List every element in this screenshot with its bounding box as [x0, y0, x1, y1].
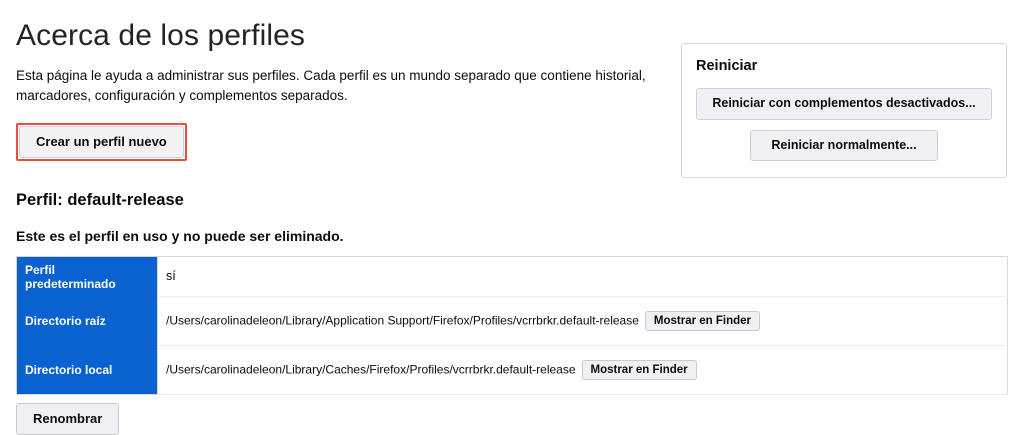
restart-panel — [681, 43, 1007, 178]
restart-normally-button[interactable]: Reiniciar normalmente... — [750, 130, 938, 162]
create-profile-highlight — [16, 123, 187, 161]
create-profile-button[interactable]: Crear un perfil nuevo — [19, 126, 184, 158]
profile-in-use-note: Este es el perfil en uso y no puede ser eliminado. — [16, 227, 344, 244]
row-label-local-directory: Directorio local — [17, 346, 158, 395]
table-row — [17, 256, 1008, 297]
row-value-default-profile: sí — [158, 256, 1008, 297]
profile-details-table — [16, 256, 1008, 396]
show-root-in-finder-button[interactable]: Mostrar en Finder — [645, 311, 760, 331]
row-label-default-profile: Perfil predeterminado — [17, 256, 158, 297]
restart-with-addons-disabled-button[interactable]: Reiniciar con complementos desactivados... — [696, 88, 992, 120]
row-value-root-directory — [158, 297, 1008, 346]
page-description: Esta página le ayuda a administrar sus perfiles. Cada perfil es un mundo separado que contiene historial, marcadores, configuración y complementos separados. — [16, 68, 646, 103]
root-directory-path: /Users/carolinadeleon/Library/Application Support/Firefox/Profiles/vcrrbrkr.default-release — [166, 313, 639, 328]
row-label-root-directory: Directorio raíz — [17, 297, 158, 346]
table-row — [17, 297, 1008, 346]
table-row — [17, 346, 1008, 395]
page-title: Acerca de los perfiles — [16, 19, 306, 52]
show-local-in-finder-button[interactable]: Mostrar en Finder — [582, 360, 697, 380]
row-value-local-directory — [158, 346, 1008, 395]
rename-profile-button[interactable]: Renombrar — [16, 403, 119, 435]
profile-heading: Perfil: default-release — [16, 190, 184, 209]
restart-panel-title: Reiniciar — [696, 58, 758, 74]
local-directory-path: /Users/carolinadeleon/Library/Caches/Firefox/Profiles/vcrrbrkr.default-release — [166, 362, 576, 377]
